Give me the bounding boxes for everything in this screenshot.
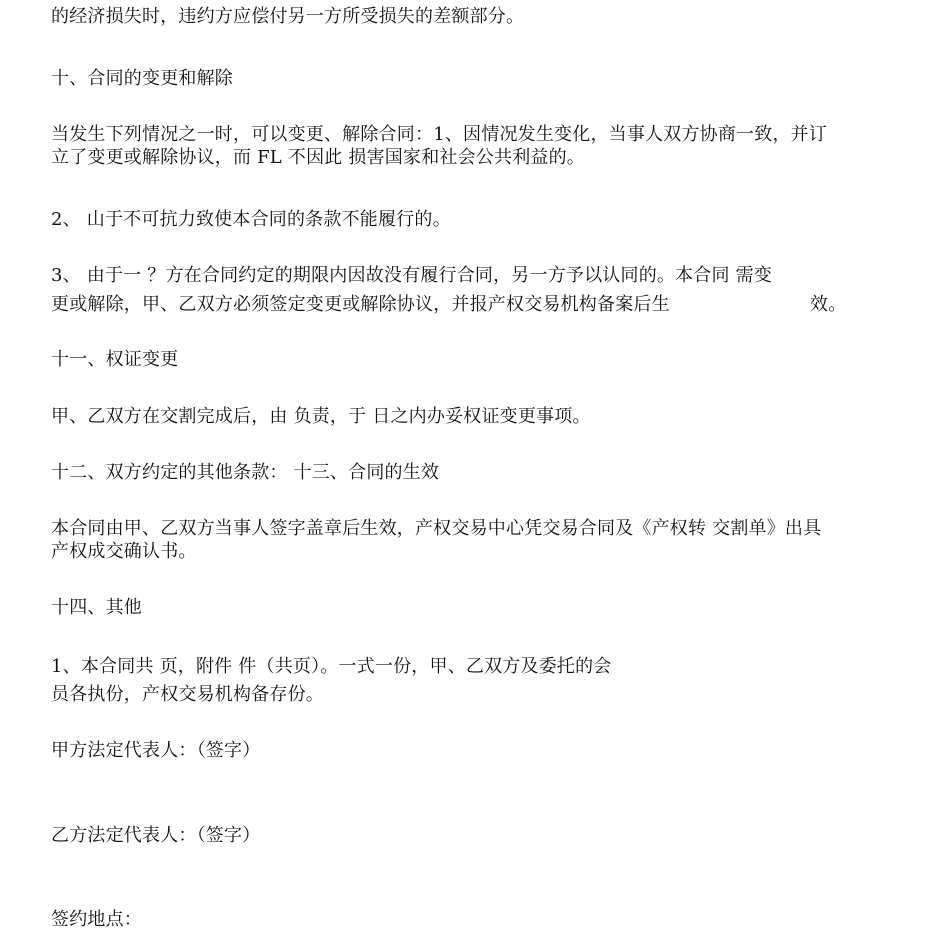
- signing-location: 签约地点：: [51, 909, 142, 930]
- heading-other: 十四、其他: [51, 597, 142, 618]
- heading-title-change: 十一、权证变更: [51, 349, 179, 370]
- text-line-change-conditions-2: 立了变更或解除协议，而 FL 不因此 损害国家和社会公共利益的。: [51, 147, 586, 168]
- signature-party-b: 乙方法定代表人：（签字）: [51, 825, 261, 846]
- text-line-nonperformance-1: 3、 由于一 ？方在合同约定的期限内因故没有履行合同，另一方予以认同的。本合同 需变: [51, 265, 773, 286]
- signature-party-a: 甲方法定代表人：（签字）: [51, 740, 261, 761]
- text-line-effectiveness-2: 产权成交确认书。: [51, 541, 197, 562]
- text-line-title-change: 甲、乙双方在交割完成后，由 负责，于 日之内办妥权证变更事项。: [51, 406, 591, 427]
- text-line-nonperformance-3: 效。: [810, 294, 847, 315]
- text-line-nonperformance-2: 更或解除，甲、乙双方必须签定变更或解除协议，并报产权交易机构备案后生: [51, 294, 670, 315]
- text-line-copies-2: 员各执份，产权交易机构备存份。: [51, 684, 324, 705]
- text-line-copies-1: 1、本合同共 页，附件 件（共页）。一式一份，甲、乙双方及委托的会: [51, 656, 612, 677]
- heading-change-termination: 十、合同的变更和解除: [51, 68, 233, 89]
- text-line-loss-compensation: 的经济损失时，违约方应偿付另一方所受损失的差额部分。: [51, 6, 525, 27]
- text-line-force-majeure: 2、 山于不可抗力致使本合同的条款不能履行的。: [51, 209, 451, 230]
- heading-other-terms-effectiveness: 十二、双方约定的其他条款： 十三、合同的生效: [51, 462, 440, 483]
- text-line-effectiveness-1: 本合同由甲、乙双方当事人签字盖章后生效，产权交易中心凭交易合同及《产权转 交割单》出具: [51, 518, 822, 539]
- text-line-change-conditions-1: 当发生下列情况之一时，可以变更、解除合同：1、因情况发生变化，当事人双方协商一致，并订: [51, 124, 828, 145]
